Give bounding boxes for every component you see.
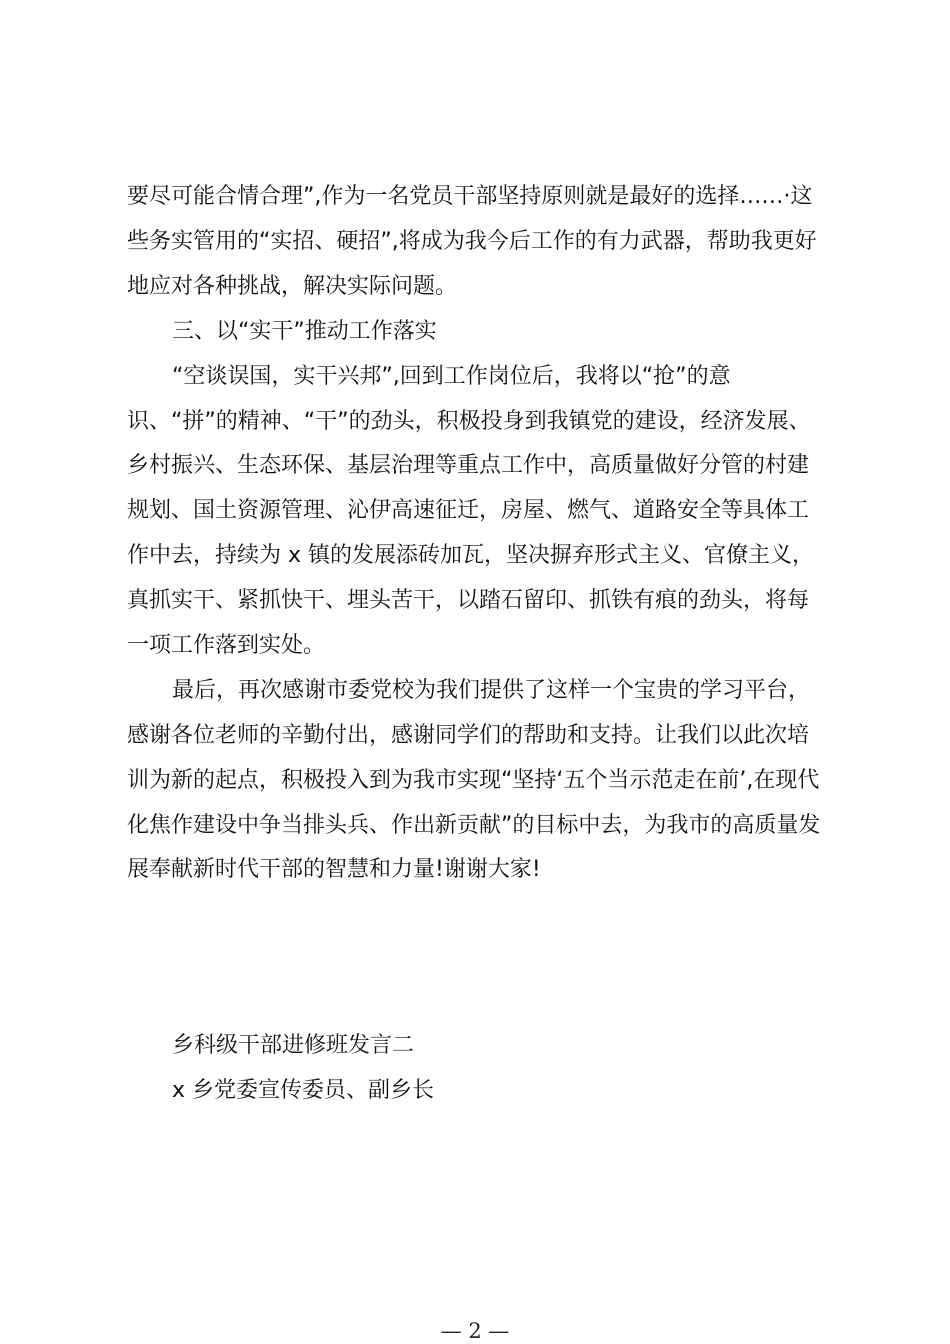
paragraph-2-line-5: 作中去，持续为 x 镇的发展添砖加瓦，坚决摒弃形式主义、官僚主义， bbox=[127, 543, 815, 568]
speaker-role: x 乡党委宣传委员、副乡长 bbox=[172, 1078, 435, 1103]
paragraph-1-line-1: 要尽可能合情合理”,作为一名党员干部坚持原则就是最好的选择……·这 bbox=[127, 184, 813, 209]
paragraph-2-line-2: 识、“拼”的精神、“干”的劲头，积极投身到我镇党的建设，经济发展、 bbox=[127, 409, 811, 434]
paragraph-1-line-2: 些务实管用的“实招、硬招”,将成为我今后工作的有力武器，帮助我更好 bbox=[127, 229, 817, 254]
paragraph-3-line-1: 最后，再次感谢市委党校为我们提供了这样一个宝贵的学习平台， bbox=[172, 678, 811, 703]
paragraph-2-line-7: 一项工作落到实处。 bbox=[127, 633, 326, 658]
paragraph-2-line-6: 真抓实干、紧抓快干、埋头苦干，以踏石留印、抓铁有痕的劲头，将每 bbox=[127, 588, 810, 613]
paragraph-2-line-1: “空谈误国，实干兴邦”,回到工作岗位后，我将以“抢”的意 bbox=[172, 364, 731, 389]
paragraph-2-line-4: 规划、国土资源管理、沁伊高速征迁，房屋、燃气、道路安全等具体工 bbox=[127, 498, 810, 523]
page-number: — 2 — bbox=[440, 1319, 510, 1343]
paragraph-1-line-3: 地应对各种挑战，解决实际问题。 bbox=[127, 274, 458, 299]
paragraph-3-line-4: 化焦作建设中争当排头兵、作出新贡献”的目标中去，为我市的高质量发 bbox=[127, 813, 821, 838]
paragraph-3-line-3: 训为新的起点，积极投入到为我市实现“坚持‘五个当示范走在前’,在现代 bbox=[127, 768, 820, 793]
speech-title: 乡科级干部进修班发言二 bbox=[172, 1033, 415, 1058]
paragraph-3-line-5: 展奉献新时代干部的智慧和力量!谢谢大家! bbox=[127, 857, 541, 882]
paragraph-3-line-2: 感谢各位老师的辛勤付出，感谢同学们的帮助和支持。让我们以此次培 bbox=[127, 723, 810, 748]
paragraph-2-line-3: 乡村振兴、生态环保、基层治理等重点工作中，高质量做好分管的村建 bbox=[127, 453, 810, 478]
section-heading-3: 三、以“实干”推动工作落实 bbox=[172, 319, 437, 344]
